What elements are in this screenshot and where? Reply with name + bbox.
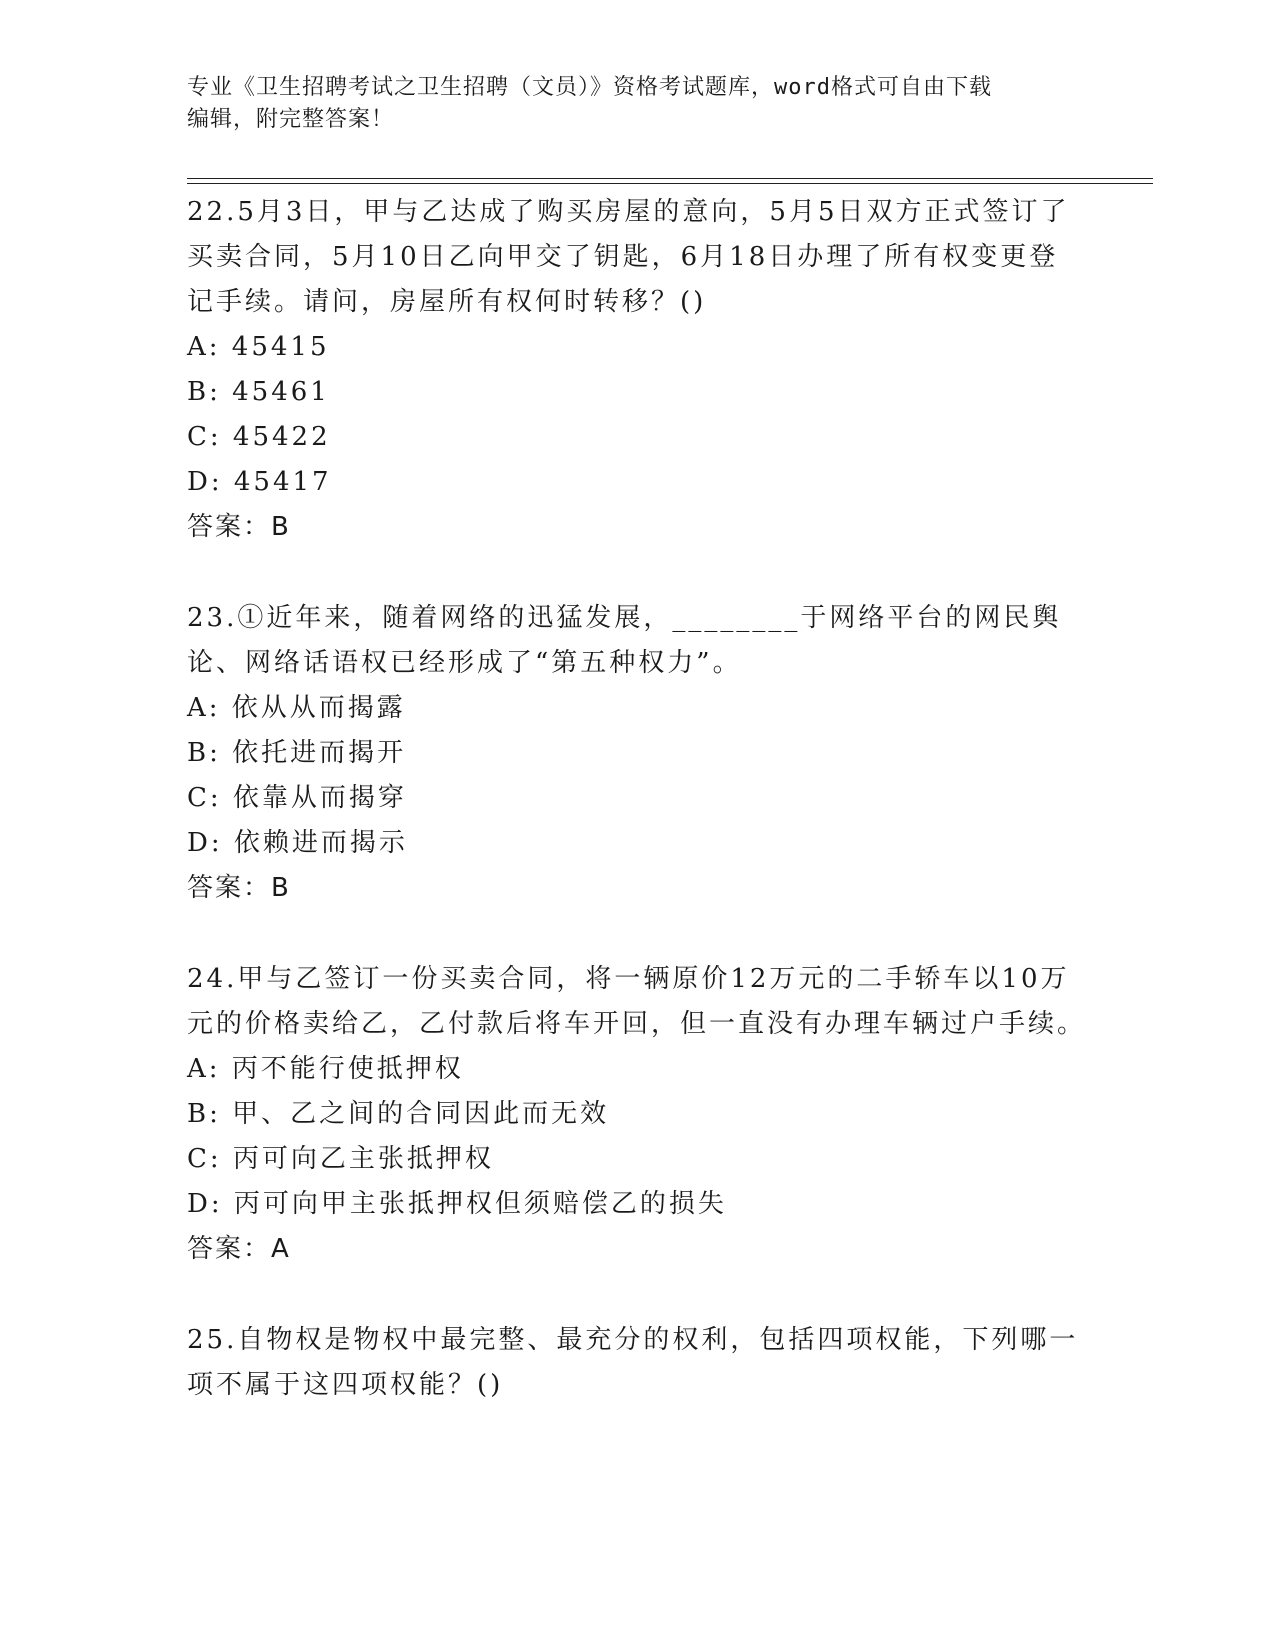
option-a: A: 依从从而揭露 [187, 693, 406, 723]
document-header [187, 72, 1067, 136]
answer-label: 答案：A [187, 1234, 291, 1264]
option-a: A: 丙不能行使抵押权 [187, 1054, 464, 1084]
option-d: D: 45417 [187, 467, 332, 497]
header-divider-top [187, 178, 1153, 179]
question-text: 24.甲与乙签订一份买卖合同，将一辆原价12万元的二手轿车以10万元的价格卖给乙，乙付款后将车开回，但一直没有办理车辆过户手续。 [187, 964, 1087, 1039]
answer-label: 答案：B [187, 873, 291, 903]
question-text: 22.5月3日，甲与乙达成了购买房屋的意向，5月5日双方正式签订了买卖合同，5月10日乙向甲交了钥匙，6月18日办理了所有权变更登记手续。请问，房屋所有权何时转移？() [187, 197, 1070, 317]
question-text: 23.①近年来，随着网络的迅猛发展，________于网络平台的网民舆论、网络话语权已经形成了“第五种权力”。 [187, 603, 1062, 678]
option-b: B: 甲、乙之间的合同因此而无效 [187, 1099, 610, 1129]
option-c: C: 依靠从而揭穿 [187, 783, 407, 813]
question-25 [187, 1318, 1087, 1408]
option-d: D: 丙可向甲主张抵押权但须赔偿乙的损失 [187, 1189, 727, 1219]
question-list [187, 190, 1087, 1454]
option-d: D: 依赖进而揭示 [187, 828, 408, 858]
header-line-1: 专业《卫生招聘考试之卫生招聘（文员）》资格考试题库，word格式可自由下载 [187, 75, 992, 100]
question-23 [187, 596, 1087, 911]
option-a: A: 45415 [187, 332, 330, 362]
option-b: B: 45461 [187, 377, 330, 407]
answer-label: 答案：B [187, 512, 291, 542]
option-b: B: 依托进而揭开 [187, 738, 407, 768]
question-24 [187, 957, 1087, 1272]
option-c: C: 45422 [187, 422, 331, 452]
question-22 [187, 190, 1087, 550]
header-line-2: 编辑，附完整答案！ [187, 107, 395, 132]
question-text: 25.自物权是物权中最完整、最充分的权利，包括四项权能，下列哪一项不属于这四项权能？() [187, 1325, 1079, 1400]
header-divider-bottom [187, 183, 1153, 184]
option-c: C: 丙可向乙主张抵押权 [187, 1144, 494, 1174]
